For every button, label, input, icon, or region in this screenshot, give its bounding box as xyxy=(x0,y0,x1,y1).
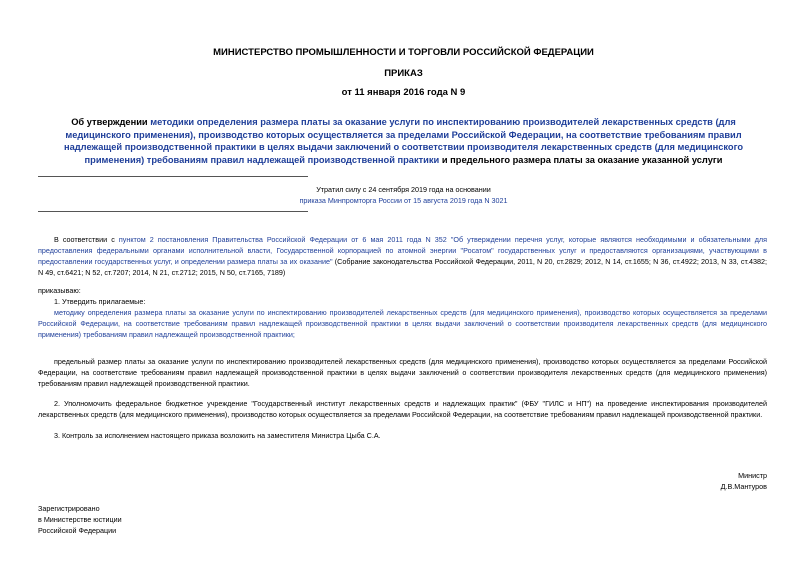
divider-top xyxy=(38,176,308,177)
doc-type-heading: ПРИКАЗ xyxy=(384,68,423,79)
date-number-heading: от 11 января 2016 года N 9 xyxy=(341,87,466,98)
preamble-paragraph xyxy=(38,234,767,278)
registration-line-1: Зарегистрировано xyxy=(38,504,100,513)
item-1: 1. Утвердить прилагаемые: xyxy=(54,297,146,306)
order-word: приказываю: xyxy=(38,286,81,295)
item-2: 2. Уполномочить федеральное бюджетное учреждение "Государственный институт лекарственных средств и надлежащих практик" (ФБУ "ГИЛС и НП") на проведение инспектирования производителей лекарственных средств (для медицинского применения), производство которых осуществляется за пределами Российской Федерации, на соответствие требованиям правил надлежащей производственной практики. xyxy=(38,399,767,419)
title-suffix: и предельного размера платы за оказание указанной услуги xyxy=(439,154,723,165)
title-link[interactable]: методики определения размера платы за оказание услуги по инспектированию производителей лекарственных средств (для медицинского применения), производство которых осуществляется за пределами Российской Федерации, на соответствие требованиям правил надлежащей производственной практики в целях выдачи заключений о соответствии производителя лекарственных средств (для медицинского применения) требованиям правил надлежащей производственной практики xyxy=(63,117,744,165)
method-link[interactable]: методику определения размера платы за оказание услуги по инспектированию производителей лекарственных средств (для медицинского применения), производство которых осуществляется за пределами Российской Федерации, на соответствие требованиям правил надлежащей производственной практики в целях выдачи заключений о соответствии производителя лекарственных средств (для медицинского применения) требованиям правил надлежащей производственной практики; xyxy=(38,308,767,339)
limit-paragraph: предельный размер платы за оказание услуги по инспектированию производителей лекарственных средств (для медицинского применения), производство которых осуществляется за пределами Российской Федерации, на соответствие требованиям правил надлежащей производственной практики в целях выдачи заключений о соответствии производителя лекарственных средств (для медицинского применения) требованиям правил надлежащей производственной практики. xyxy=(38,357,767,388)
status-note: Утратил силу с 24 сентября 2019 года на основании xyxy=(316,185,491,194)
signature-position: Министр xyxy=(738,471,767,480)
registration-line-3: Российской Федерации xyxy=(38,526,117,535)
ministry-heading: МИНИСТЕРСТВО ПРОМЫШЛЕННОСТИ И ТОРГОВЛИ РОССИЙСКОЙ ФЕДЕРАЦИИ xyxy=(213,47,594,58)
registration-line-2: в Министерстве юстиции xyxy=(38,515,122,524)
preamble-part1: В соответствии с xyxy=(54,235,119,244)
divider-bottom xyxy=(38,211,308,212)
signature-name: Д.В.Мантуров xyxy=(720,482,767,491)
status-link[interactable]: приказа Минпромторга России от 15 августа 2019 года N 3021 xyxy=(299,196,508,205)
document-title xyxy=(40,116,767,166)
preamble-part2: (Собрание законодательства Российской Федерации, 2011, N 20, ст.2829; 2012, N 14, ст.1655; N 36, ст.4922; 2013, N 33, ст.4382; N 49, ст.6421; N 52, ст.7207; 2014, N 21, ст.2712; 2015, N 50, ст.7165, 7189) xyxy=(38,257,767,277)
preamble-link[interactable]: пунктом 2 постановления Правительства Российской Федерации от 6 мая 2011 года N 352 "Об утверждении перечня услуг, которые являются необходимыми и обязательными для предоставления федеральными органами исполнительной власти, Государственной корпорацией по атомной энергии "Росатом" государственных услуг и предоставляются организациями, участвующими в предоставлении государственных услуг, и определении размера платы за их оказание" xyxy=(38,235,767,266)
item-3: 3. Контроль за исполнением настоящего приказа возложить на заместителя Министра Цыба С.А. xyxy=(54,431,381,440)
title-prefix: Об утверждении xyxy=(71,117,151,127)
